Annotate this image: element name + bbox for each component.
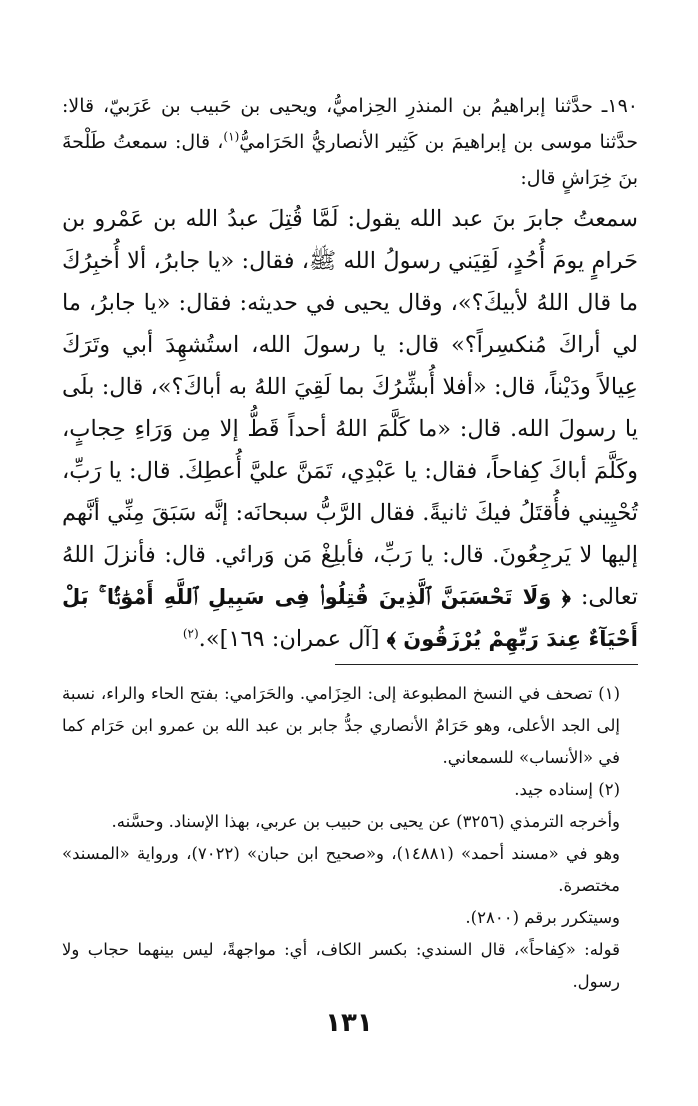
footnote-ref-2[interactable]: (٢)	[182, 626, 199, 641]
footnote-divider	[335, 664, 638, 665]
verse-citation: [آل عمران: ١٦٩]».	[198, 626, 380, 652]
hadith-matn	[62, 198, 638, 660]
footnote-1: (١) تصحف في النسخ المطبوعة إلى: الحِزَامي. والحَرَامي: بفتح الحاء والراء، نسبة إلى الجد الأعلى، وهو حَرَامٌ الأنصاري جدُّ جابر بن عبد الله بن عمرو ابن حَرَام كما في «الأنساب» للسمعاني.	[62, 684, 620, 767]
isnad-line-2: قالا: حدَّثنا موسى بن إبراهيمَ بن كَثِير الأنصاريُّ الحَرَاميُّ	[62, 95, 638, 153]
hadith-text: سمعتُ جابرَ بنَ عبد الله يقول: لَمَّا قُتِلَ عبدُ الله بن عَمْرو بن حَرامٍ يومَ أُحُدٍ، لَقِيَني رسولُ الله ﷺ، فقال: «يا جابرُ، ألا أُخبِرُكَ ما قال اللهُ لأبيكَ؟»، وقال يحيى في حديثه: فقال: «يا جابرُ، ما لي أراكَ مُنكسِراً؟» قال: يا رسولَ الله، استُشهِدَ أبي وتَرَكَ عِيالاً ودَيْناً، قال: «أفلا أُبشِّرُكَ بما لَقِيَ اللهُ به أباكَ؟»، قال: بلَى يا رسولَ الله. قال: «ما كَلَّمَ اللهُ أحداً قَطُّ إلا مِن وَرَاءِ حِجابٍ، وكَلَّمَ أباكَ كِفاحاً، فقال: يا عَبْدِي، تَمَنَّ عليَّ أُعطِكَ. قال: يا رَبِّ، تُحْيِيني فأُقتَلُ فيكَ ثانيةً. فقال الرَّبُّ سبحانَه: إنَّه سَبَقَ مِنِّي أنَّهم إليها لا يَرجِعُونَ. قال: يا رَبِّ، فأبلِغْ مَن وَرائي. قال: فأنزلَ اللهُ تعالى:	[62, 206, 638, 610]
isnad-line-1: ١٩٠ـ حدَّثنا إبراهيمُ بن المنذرِ الحِزاميُّ، ويحيى بن حَبيب بن عَرَبيّ،	[103, 95, 638, 117]
footnotes-section	[62, 678, 638, 998]
quran-verse: ﴿ وَلَا تَحْسَبَنَّ ٱلَّذِينَ قُتِلُوا۟ فِى سَبِيلِ ٱللَّهِ أَمْوَٰتًۢا ۚ بَلْ أَحْيَآءٌ عِندَ رَبِّهِمْ يُرْزَقُونَ ﴾	[62, 585, 638, 651]
footnote-repeat: وسيتكرر برقم (٢٨٠٠).	[465, 908, 620, 927]
isnad-line-2-end: ، قال: سمعتُ	[113, 131, 224, 153]
footnote-musnad: وهو في «مسند أحمد» (١٤٨٨١)، و«صحيح ابن حبان» (٧٠٢٢)، ورواية «المسند» مختصرة.	[62, 844, 620, 895]
footnote-ref-1[interactable]: (١)	[223, 129, 240, 144]
page-number: ١٣١	[325, 1008, 373, 1038]
hadith-isnad	[62, 88, 638, 196]
footnote-explanation: قوله: «كِفاحاً»، قال السندي: بكسر الكاف، أي: مواجهةً، ليس بينهما حجاب ولا رسول.	[62, 940, 620, 991]
footnote-takhrij: وأخرجه الترمذي (٣٢٥٦) عن يحيى بن حبيب بن عربي، بهذا الإسناد. وحسَّنه.	[111, 812, 620, 831]
footnote-2: (٢) إسناده جيد.	[514, 780, 620, 799]
isnad-line-3: طَلْحةَ بنَ خِرَاشٍ قال:	[62, 131, 638, 189]
